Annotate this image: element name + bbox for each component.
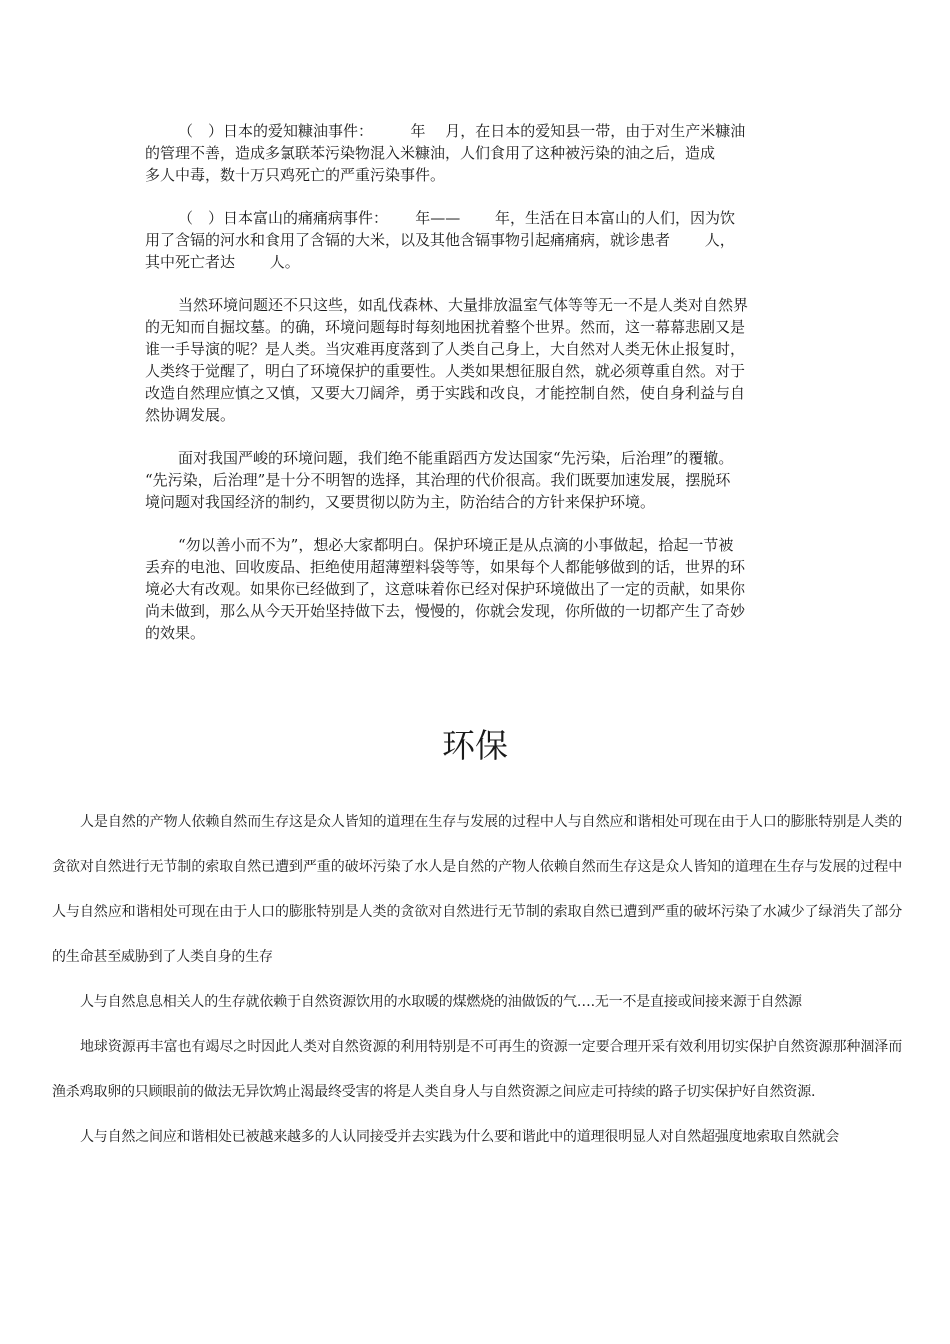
text-line: 尚未做到，那么从今天开始坚持做下去，慢慢的，你就会发现，你所做的一切都产生了奇妙 — [145, 602, 746, 620]
text-line: 当然环境问题还不只这些，如乱伐森林、大量排放温室气体等等无一不是人类对自然界 — [178, 296, 749, 314]
text-line: 其中死亡者达 人。 — [145, 253, 300, 271]
text-line: 用了含镉的河水和食用了含镉的大米，以及其他含镉事物引起痛痛病，就诊患者 人， — [145, 231, 735, 249]
paragraph-aichi-rice-oil — [145, 120, 810, 186]
text-line: “先污染，后治理”是十分不明智的选择，其治理的代价很高。我们既要加速发展，摆脱环 — [145, 471, 731, 489]
text-line: 谁一手导演的呢？是人类。当灾难再度落到了人类自己身上，大自然对人类无休止报复时， — [145, 340, 746, 358]
paragraph-environment-problems — [145, 294, 810, 426]
text-line: 的效果。 — [145, 624, 206, 642]
text-line: 改造自然理应慎之又慎，又要大刀阔斧，勇于实践和改良，才能控制自然，使自身利益与自 — [145, 384, 746, 402]
text-line: 多人中毒，数十万只鸡死亡的严重污染事件。 — [145, 166, 446, 184]
text-line: 然协调发展。 — [145, 406, 236, 424]
text-line: 人类终于觉醒了，明白了环境保护的重要性。人类如果想征服自然，就必须尊重自然。对于 — [145, 362, 746, 380]
text-line: 的管理不善，造成多氯联苯污染物混入米糠油，人们食用了这种被污染的油之后，造成 — [145, 144, 716, 162]
text-line: 面对我国严峻的环境问题，我们绝不能重蹈西方发达国家“先污染，后治理”的覆辙。 — [178, 449, 734, 467]
text-line: （ ）日本富山的痛痛病事件： 年—— 年，生活在日本富山的人们，因为饮 — [178, 209, 736, 227]
lower-text-block — [52, 800, 902, 1160]
text-line: （ ）日本的爱知糠油事件： 年 月，在日本的爱知县一带，由于对生产米糠油 — [178, 122, 746, 140]
paragraph-natural-resources: 人与自然息息相关人的生存就依赖于自然资源饮用的水取暖的煤燃烧的油做饭的气….无一不是直接或间接来源于自然源 — [80, 994, 802, 1010]
paragraph-harmony: 人与自然之间应和谐相处已被越来越多的人认同接受并去实践为什么要和谐此中的道理很明显人对自然超强度地索取自然就会 — [80, 1129, 839, 1145]
text-line: 丢弃的电池、回收废品、拒绝使用超薄塑料袋等等，如果每个人都能够做到的话，世界的环 — [145, 558, 746, 576]
paragraph-resource-protection: 地球资源再丰富也有竭尽之时因此人类对自然资源的利用特别是不可再生的资源一定要合理开采有效利用切实保护自然资源那种涸泽而渔杀鸡取卵的只顾眼前的做法无异饮鸩止渴最终受害的将是人类自身人与自然资源之间应走可持续的路子切实保护好自然资源. — [52, 1039, 902, 1100]
paragraph-human-nature: 人是自然的产物人依赖自然而生存这是众人皆知的道理在生存与发展的过程中人与自然应和谐相处可现在由于人口的膨胀特别是人类的贪欲对自然进行无节制的索取自然已遭到严重的破坏污染了水人是自然的产物人依赖自然而生存这是众人皆知的道理在生存与发展的过程中人与自然应和谐相处可现在由于人口的膨胀特别是人类的贪欲对自然进行无节制的索取自然已遭到严重的破坏污染了水减少了绿消失了部分的生命甚至威胁到了人类自身的生存 — [52, 814, 902, 965]
text-line: 境问题对我国经济的制约，又要贯彻以防为主，防治结合的方针来保护环境。 — [145, 493, 656, 511]
upper-text-block — [145, 120, 810, 665]
page-title: 环保 — [442, 726, 508, 765]
paragraph-pollution-first — [145, 447, 810, 513]
text-line: “勿以善小而不为”，想必大家都明白。保护环境正是从点滴的小事做起，拾起一节被 — [178, 536, 734, 554]
text-line: 的无知而自掘坟墓。的确，环境问题每时每刻地困扰着整个世界。然而，这一幕幕悲剧又是 — [145, 318, 746, 336]
paragraph-small-good-deeds — [145, 534, 810, 644]
paragraph-toyama-itai-itai — [145, 207, 810, 273]
text-line: 境必大有改观。如果你已经做到了，这意味着你已经对保护环境做出了一定的贡献，如果你 — [145, 580, 746, 598]
